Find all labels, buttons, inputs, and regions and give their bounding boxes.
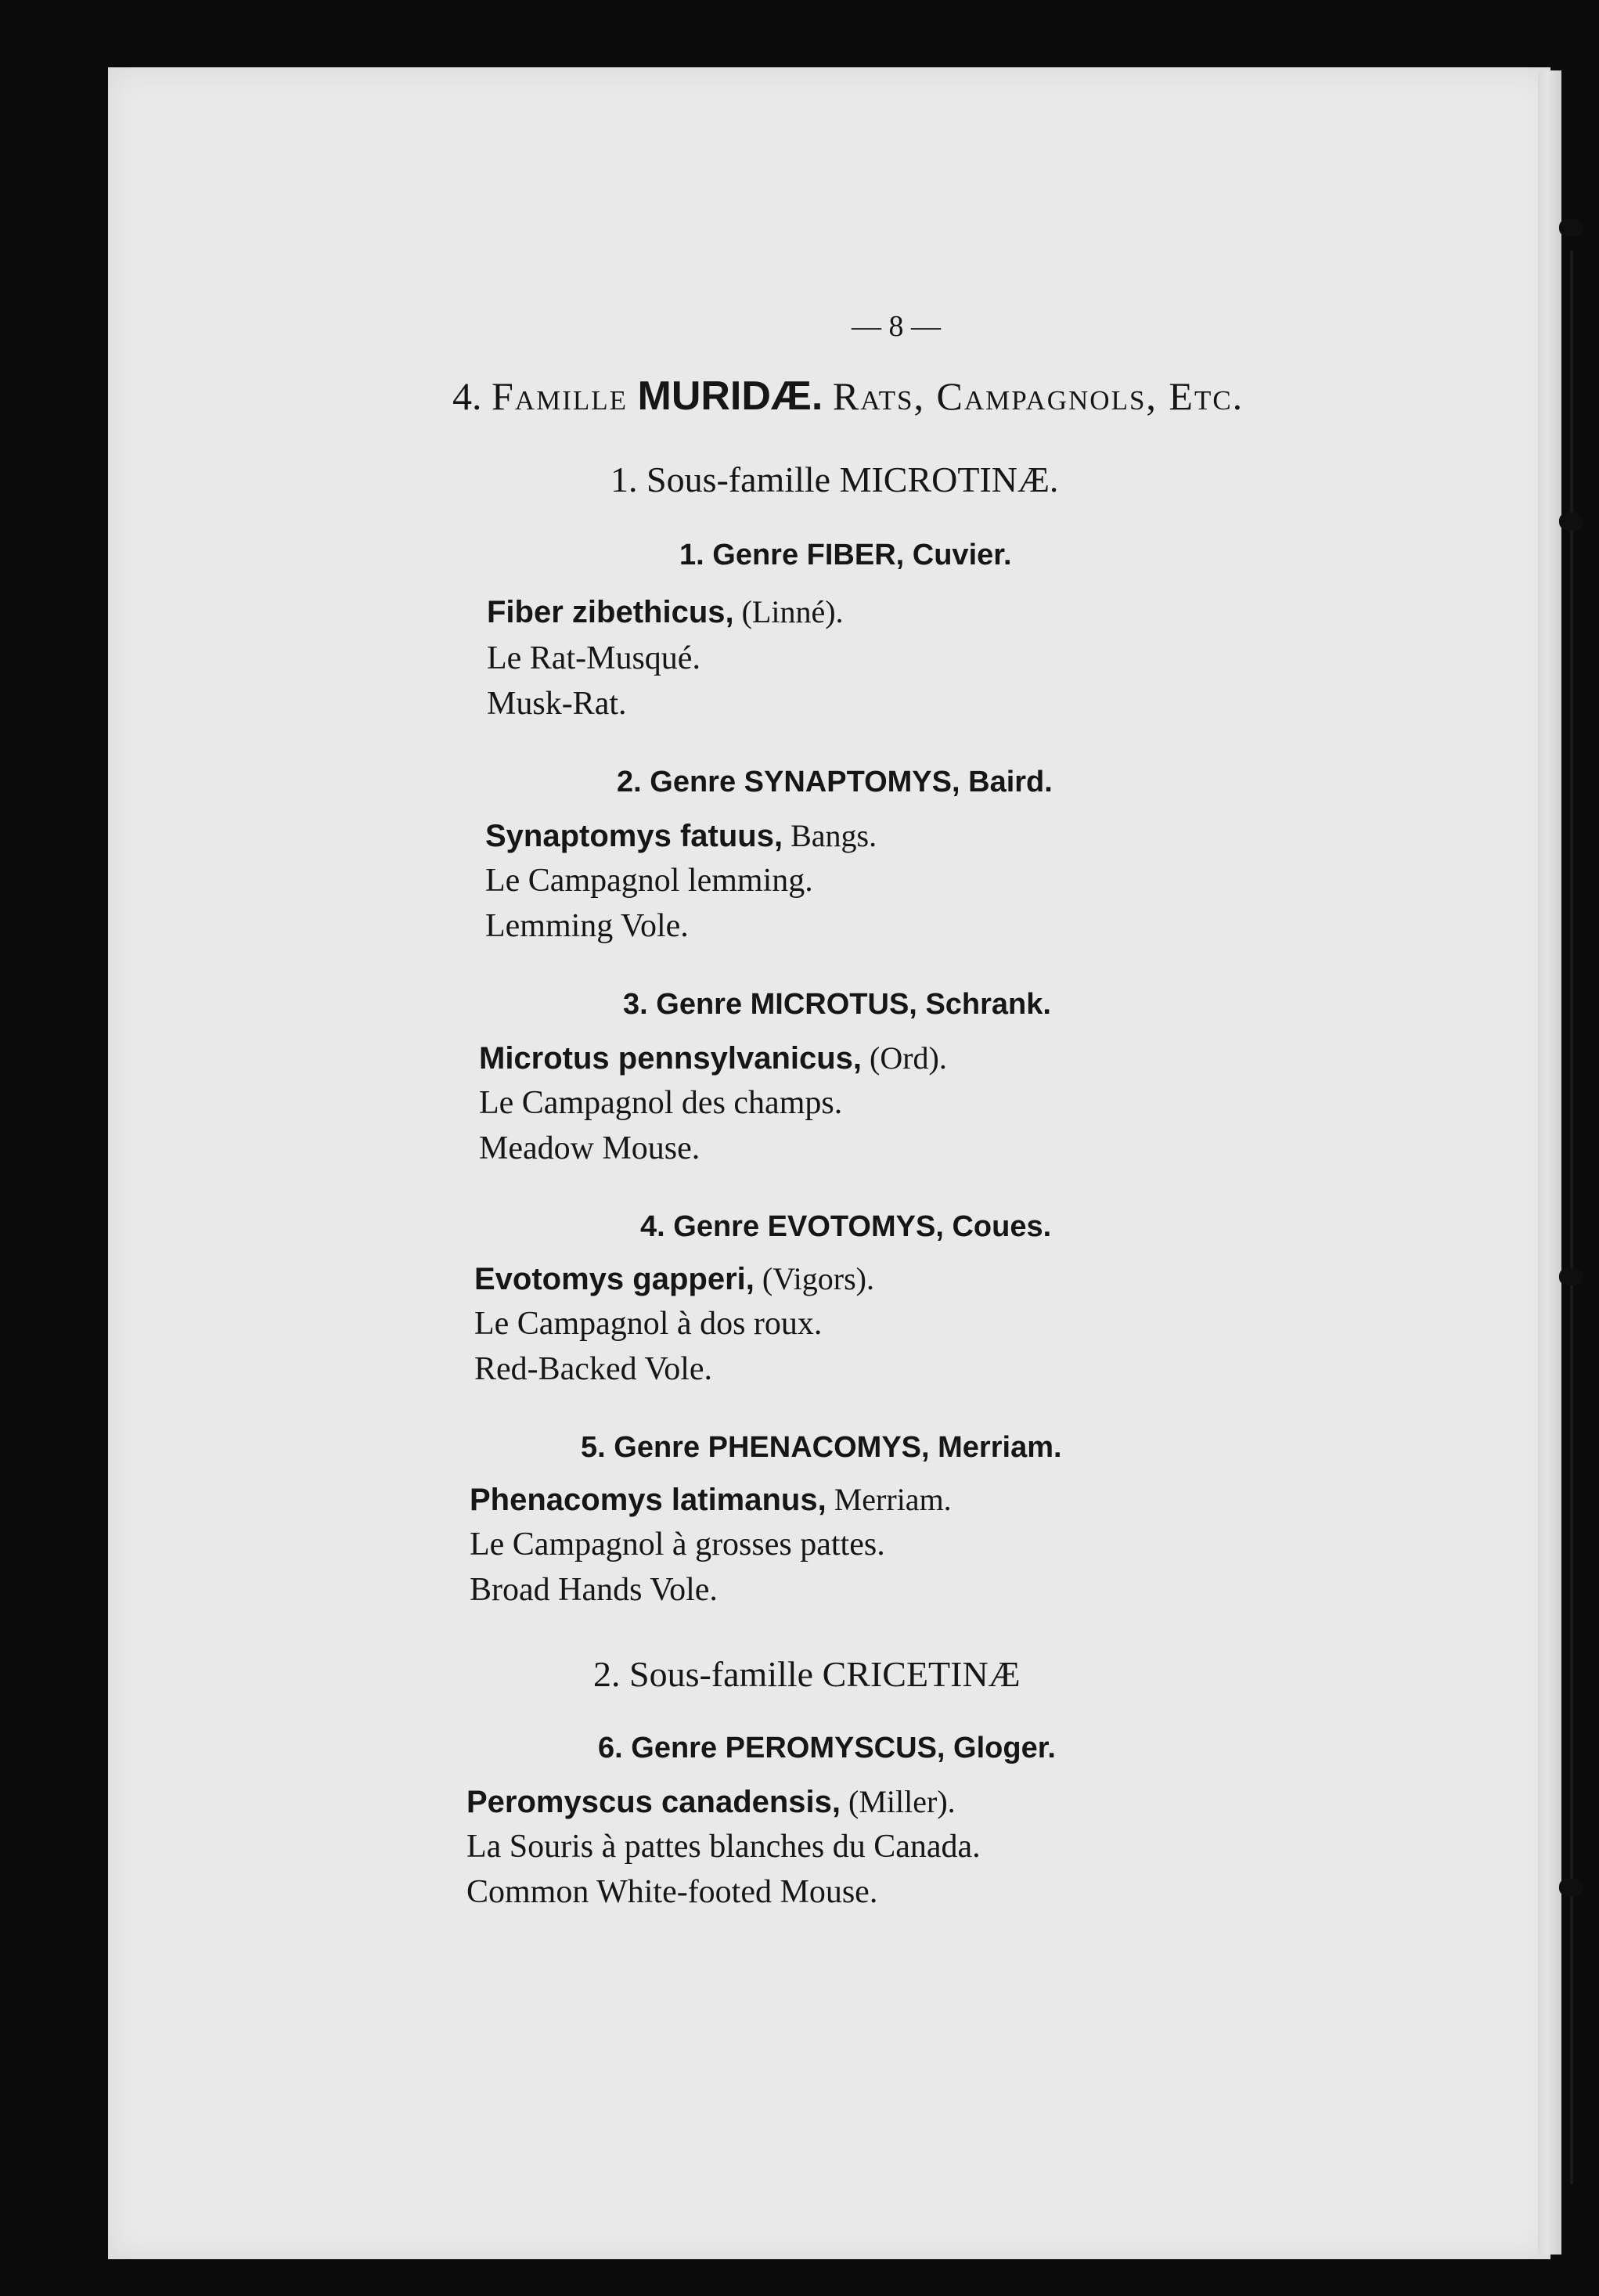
family-name: MURIDÆ. bbox=[637, 373, 823, 419]
english-common-name: Musk-Rat. bbox=[487, 686, 627, 722]
english-common-name: Meadow Mouse. bbox=[479, 1130, 700, 1166]
species-author: (Vigors). bbox=[762, 1261, 874, 1296]
subfamily-heading: 1. Sous-famille MICROTINÆ. bbox=[610, 460, 1059, 499]
species-name: Phenacomys latimanus, bbox=[470, 1483, 827, 1517]
genre-heading: 5. Genre PHENACOMYS, Merriam. bbox=[581, 1431, 1062, 1464]
species-name: Peromyscus canadensis, bbox=[466, 1785, 841, 1819]
english-common-name: Lemming Vole. bbox=[485, 908, 689, 944]
genre-heading: 6. Genre PEROMYSCUS, Gloger. bbox=[598, 1732, 1056, 1764]
genre-heading: 1. Genre FIBER, Cuvier. bbox=[679, 539, 1012, 571]
species-line bbox=[487, 594, 844, 629]
french-common-name: Le Campagnol lemming. bbox=[485, 863, 813, 899]
english-common-name: Red-Backed Vole. bbox=[474, 1351, 713, 1387]
species-line bbox=[470, 1484, 952, 1516]
species-line bbox=[485, 820, 877, 852]
species-name: Fiber zibethicus, bbox=[487, 595, 734, 629]
genre-heading: 2. Genre SYNAPTOMYS, Baird. bbox=[617, 766, 1053, 798]
species-author: (Ord). bbox=[870, 1040, 947, 1076]
family-heading bbox=[452, 373, 1244, 419]
species-line bbox=[466, 1786, 956, 1818]
species-author: (Miller). bbox=[848, 1784, 956, 1819]
french-common-name: Le Campagnol à dos roux. bbox=[474, 1306, 823, 1342]
species-line bbox=[479, 1040, 947, 1076]
french-common-name: Le Campagnol à grosses pattes. bbox=[470, 1526, 885, 1563]
french-common-name: Le Campagnol des champs. bbox=[479, 1085, 843, 1121]
species-line bbox=[474, 1263, 874, 1295]
species-author: Bangs. bbox=[790, 818, 877, 853]
species-name: Evotomys gapperi, bbox=[474, 1262, 754, 1296]
page-number: — 8 — bbox=[852, 310, 941, 343]
french-common-name: La Souris à pattes blanches du Canada. bbox=[466, 1829, 981, 1865]
species-name: Microtus pennsylvanicus, bbox=[479, 1041, 863, 1076]
english-common-name: Broad Hands Vole. bbox=[470, 1572, 718, 1608]
subfamily-heading: 2. Sous-famille CRICETINÆ bbox=[593, 1654, 1021, 1694]
family-common-name: Rats, Campagnols, Etc. bbox=[832, 374, 1244, 418]
family-label: Famille bbox=[492, 374, 628, 418]
genre-heading: 3. Genre MICROTUS, Schrank. bbox=[623, 988, 1051, 1021]
species-author: (Linné). bbox=[741, 594, 844, 629]
species-name: Synaptomys fatuus, bbox=[485, 819, 783, 853]
english-common-name: Common White-footed Mouse. bbox=[466, 1874, 878, 1910]
french-common-name: Le Rat-Musqué. bbox=[487, 640, 700, 676]
species-author: Merriam. bbox=[834, 1482, 952, 1517]
family-number: 4. bbox=[452, 374, 482, 418]
genre-heading: 4. Genre EVOTOMYS, Coues. bbox=[640, 1210, 1052, 1243]
